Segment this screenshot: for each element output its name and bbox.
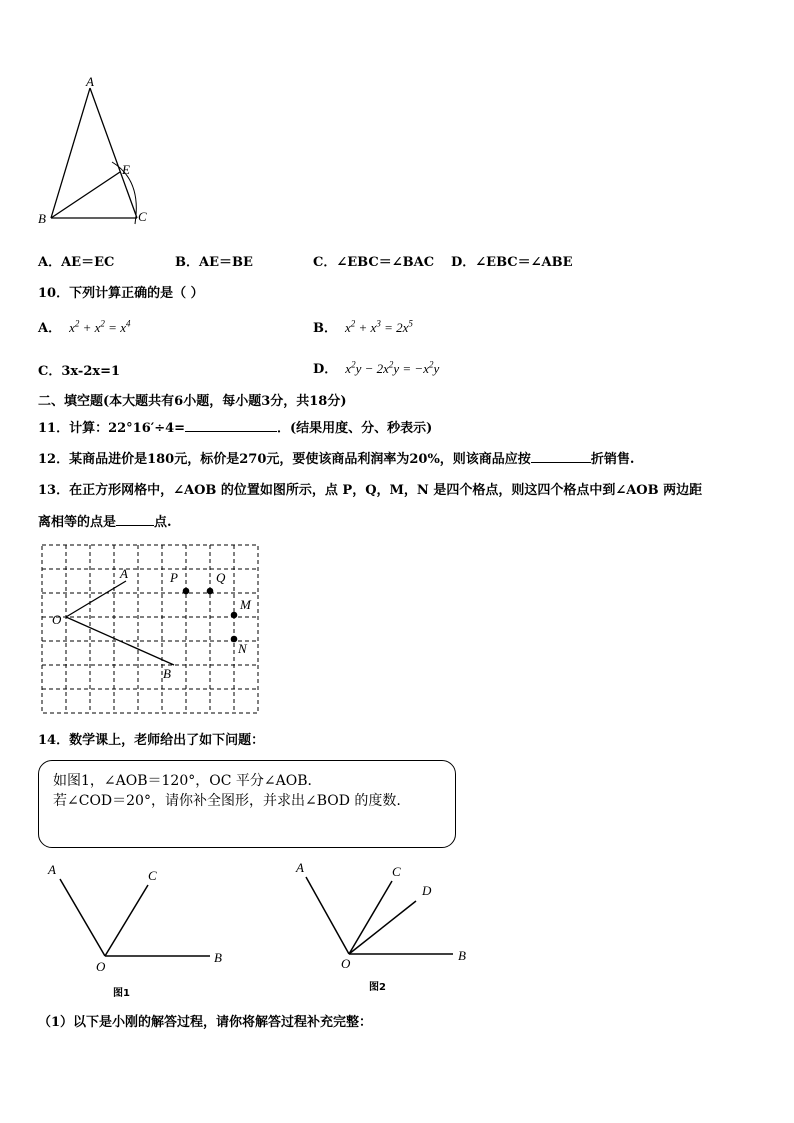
fig2-caption: 图2 (369, 982, 386, 993)
fig2-label-o: O (341, 956, 351, 971)
fig2-label-a: A (296, 860, 304, 875)
problem-line-2: 若∠COD＝20°，请你补全图形，并求出∠BOD 的度数. (53, 793, 401, 809)
grid-label-b: B (163, 666, 171, 681)
q9-option-d[interactable]: D．∠EBC＝∠ABE (451, 255, 573, 270)
grid-label-q: Q (216, 570, 226, 585)
grid-figure (40, 543, 262, 715)
vertex-label-a: A (86, 74, 94, 89)
q11-answer-blank[interactable] (185, 419, 277, 432)
q12: 12．某商品进价是180元，标价是270元，要使该商品利润率为20%，则该商品应按 折销售. (38, 452, 635, 467)
grid-label-m: M (240, 597, 251, 612)
q10-option-c[interactable]: C．3x-2x=1 (38, 364, 121, 379)
q13-answer-blank[interactable] (116, 513, 154, 526)
vertex-label-b: B (38, 211, 46, 226)
grid-label-p: P (170, 570, 178, 585)
q9-option-c[interactable]: C．∠EBC＝∠BAC (313, 255, 435, 270)
fig1-label-o: O (96, 959, 106, 974)
q10-option-a[interactable]: A． $x^2 + x^2 = x^4$ (38, 318, 131, 336)
vertex-label-e: E (122, 162, 130, 177)
grid-label-o: O (52, 612, 62, 627)
fig2-label-b: B (458, 948, 466, 963)
angle-figure-2 (290, 855, 480, 975)
fig1-caption: 图1 (113, 988, 130, 999)
q12-answer-blank[interactable] (531, 450, 591, 463)
q14-stem: 14．数学课上，老师给出了如下问题： (38, 733, 265, 748)
fig1-label-b: B (214, 950, 222, 965)
grid-label-n: N (238, 641, 247, 656)
q11: 11．计算：22°16′÷4= ．(结果用度、分、秒表示) (38, 421, 433, 436)
q13-line1: 13．在正方形网格中，∠AOB 的位置如图所示，点 P，Q，M，N 是四个格点，则这四个格点中到∠AOB 两边距 (38, 483, 703, 498)
problem-box (38, 760, 456, 848)
fig2-label-d: D (422, 883, 432, 898)
fig1-label-c: C (148, 868, 157, 883)
problem-line-1: 如图1，∠AOB＝120°，OC 平分∠AOB． (53, 773, 322, 789)
vertex-label-c: C (138, 209, 147, 224)
q10-stem: 10．下列计算正确的是（ ） (38, 286, 204, 301)
angle-figure-1 (40, 855, 240, 975)
q10-option-b[interactable]: B． $x^2 + x^3 = 2x^5$ (313, 318, 413, 336)
q13-line2: 离相等的点是 点. (38, 515, 172, 530)
q9-option-b[interactable]: B．AE＝BE (175, 255, 253, 270)
q9-option-a[interactable]: A．AE＝EC (38, 255, 115, 270)
grid-label-a: A (120, 566, 128, 581)
q14-sub1: （1）以下是小刚的解答过程，请你将解答过程补充完整： (38, 1015, 373, 1030)
q10-option-d[interactable]: D． $x^2y - 2x^2y = -x^2y$ (313, 359, 440, 377)
section-title: 二、填空题(本大题共有6小题，每小题3分，共18分) (38, 394, 347, 409)
fig1-label-a: A (48, 862, 56, 877)
fig2-label-c: C (392, 864, 401, 879)
